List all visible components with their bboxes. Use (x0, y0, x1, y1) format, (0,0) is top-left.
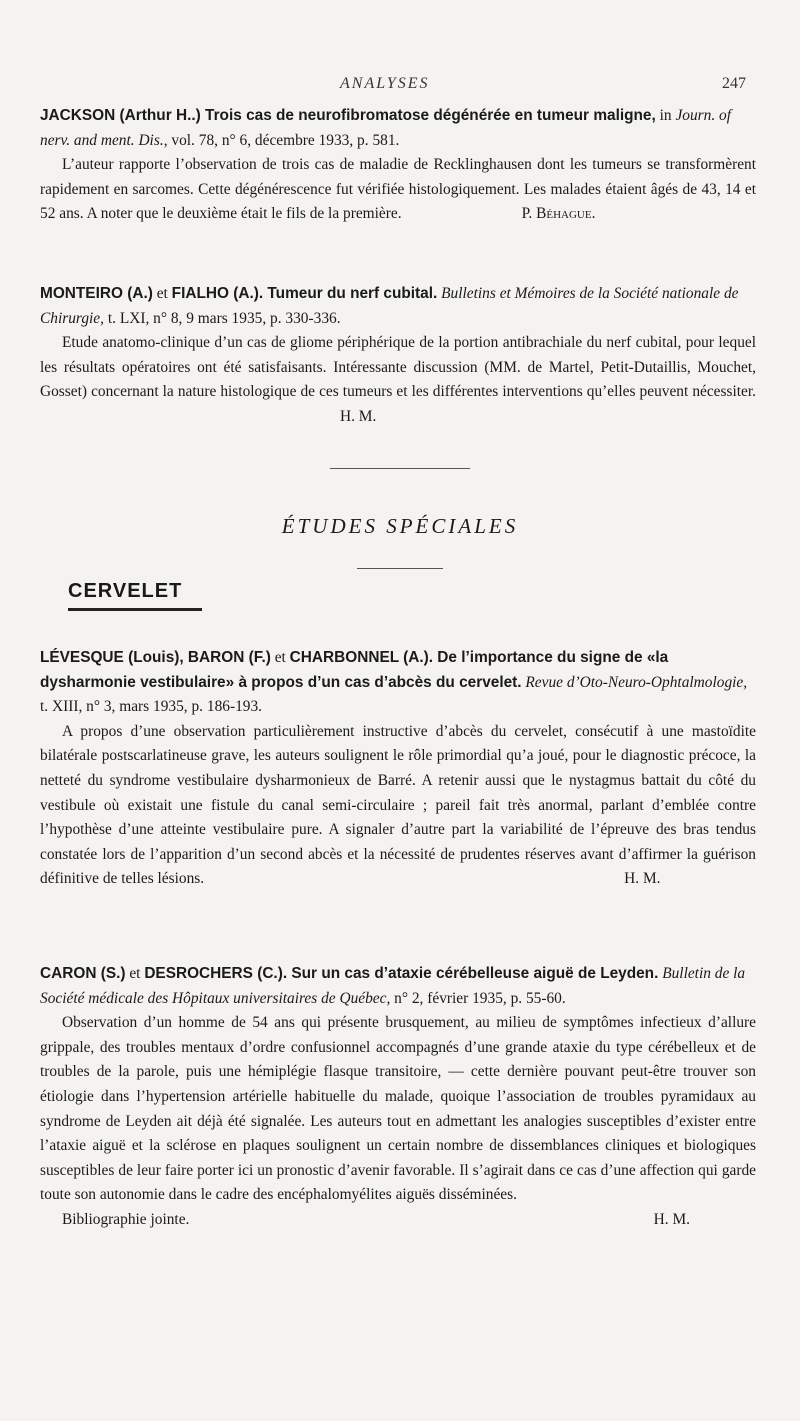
entry-heading (40, 962, 756, 1011)
section-divider (330, 468, 470, 469)
analysis-entry-jackson (40, 104, 756, 227)
entry-abstract: Etude anatomo-clinique d’un cas de gliome périphérique de la portion antibrachiale du nerf cubital, pour lequel les résultats opératoires ont été satisfaisants. Intéressante discussion (MM. de Martel, Petit-Dutaillis, Mouchet, Gosset) concernant la nature histologique de ces tumeurs et les différentes interventions qu’elles peuvent nécessiter.H. M. (40, 334, 756, 425)
journal-title: Bulletins et Mémoires de la Société nationale de Chirurgie, (40, 285, 739, 327)
entry-heading (40, 282, 756, 331)
page-number: 247 (722, 75, 746, 92)
journal-reference: t. LXI, n° 8, 9 mars 1935, p. 330-336. (104, 309, 341, 327)
entry-signature: H. M. (340, 407, 377, 425)
entry-heading (40, 646, 756, 720)
journal-reference: n° 2, février 1935, p. 55-60. (390, 989, 566, 1007)
entry-heading-et: et (270, 649, 290, 666)
entry-heading (40, 104, 756, 153)
running-title: ANALYSES (340, 75, 430, 92)
entry-signature: P. Béhague. (521, 205, 596, 223)
entry-heading-et: et (152, 285, 172, 302)
entry-signature: H. M. (653, 1210, 690, 1228)
journal-title: Revue d’Oto-Neuro-Ophtalmologie, (521, 673, 748, 691)
journal-reference: t. XIII, n° 3, mars 1935, p. 186-193. (40, 698, 263, 716)
entry-authors-1: CARON (S.) (40, 965, 126, 982)
section-title-rule (357, 568, 443, 569)
entry-authors-2: CHARBONNEL (A.). De l’importance du signe de «la dysharmonie vestibulaire» à propos d’un cas d’abcès du cervelet. (40, 649, 669, 691)
analysis-entry-monteiro (40, 282, 756, 430)
analysis-entry-caron (40, 962, 756, 1233)
subsection-title: CERVELET (68, 580, 183, 602)
entry-abstract: L’auteur rapporte l’observation de trois cas de maladie de Recklinghausen dont les tumeurs se transformèrent rapidement en sarcomes. Cette dégénérescence fut vérifiée histologiquement. Les malades étaient âgés de 43, 14 et 52 ans. A noter que le deuxième était le fils de la première. P. Béhague. (40, 156, 756, 223)
entry-authors-2: FIALHO (A.). Tumeur du nerf cubital. (171, 285, 438, 302)
entry-footer (40, 1208, 756, 1233)
journal-title: Journ. of nerv. and ment. Dis. (40, 107, 732, 149)
section-title: ÉTUDES SPÉCIALES (281, 514, 519, 538)
journal-reference: , vol. 78, n° 6, décembre 1933, p. 581. (163, 131, 400, 149)
journal-title: Bulletin de la Société médicale des Hôpitaux universitaires de Québec, (40, 965, 746, 1007)
entry-authors-1: MONTEIRO (A.) (40, 285, 153, 302)
analysis-entry-levesque (40, 646, 756, 892)
entry-abstract: Observation d’un homme de 54 ans qui présente brusquement, au milieu de symptômes infectieux d’allure grippale, des troubles mentaux d’ordre confusionnel accompagnés d’une grande ataxie du type cérébelleux et de troubles de la parole, puis une hémiplégie flasque transitoire, — cette dernière pouvant peut-être trouver son étiologie dans l’hypertension artérielle habituelle du malade, quoique l’association de troubles pyramidaux au syndrome de Leyden ait déjà été signalée. Les auteurs tout en admettant les analogies susceptibles d’exister entre l’ataxie aiguë et la sclérose en plaques soulignent un certain nombre de dissemblances cliniques et biologiques susceptibles de leur faire porter ici un pronostic d’avenir favorable. Il s’agirait dans ce cas d’une affection qui garde toute son autonomie dans le cadre des encéphalomyélites aiguës disséminées. (40, 1014, 756, 1204)
entry-heading-bold: JACKSON (Arthur H..) Trois cas de neurofibromatose dégénérée en tumeur maligne, (40, 107, 656, 124)
subsection-underline (68, 608, 202, 611)
entry-signature: H. M. (624, 870, 661, 888)
entry-heading-in: in (655, 107, 676, 124)
entry-abstract: A propos d’une observation particulièrement instructive d’abcès du cervelet, consécutif à une mastoïdite bilatérale postscarlatineuse grave, les auteurs soulignent le rôle primordial qu’a joué, pour le diagnostic précoce, la netteté du syndrome vestibulaire dysharmonieux de Barré. A retenir aussi que le nystagmus battait du côté du vestibule où existait une fistule du canal semi-circulaire ; pareil fait très anormal, parlant d’emblée contre l’hypothèse d’une atteinte vestibulaire pure. A signaler d’autre part la variabilité de l’épreuve des bras tendus constatée lors de l’apparition d’un second abcès et la nécessité de prudentes réserves avant d’affirmer la guérison définitive de telles lésions. H. M. (40, 722, 756, 888)
running-head (0, 75, 800, 99)
bibliography-note: Bibliographie jointe. (62, 1210, 190, 1228)
entry-authors-2: DESROCHERS (C.). Sur un cas d’ataxie cérébelleuse aiguë de Leyden. (144, 965, 659, 982)
entry-authors-1: LÉVESQUE (Louis), BARON (F.) (40, 649, 271, 666)
entry-heading-et: et (125, 965, 145, 982)
